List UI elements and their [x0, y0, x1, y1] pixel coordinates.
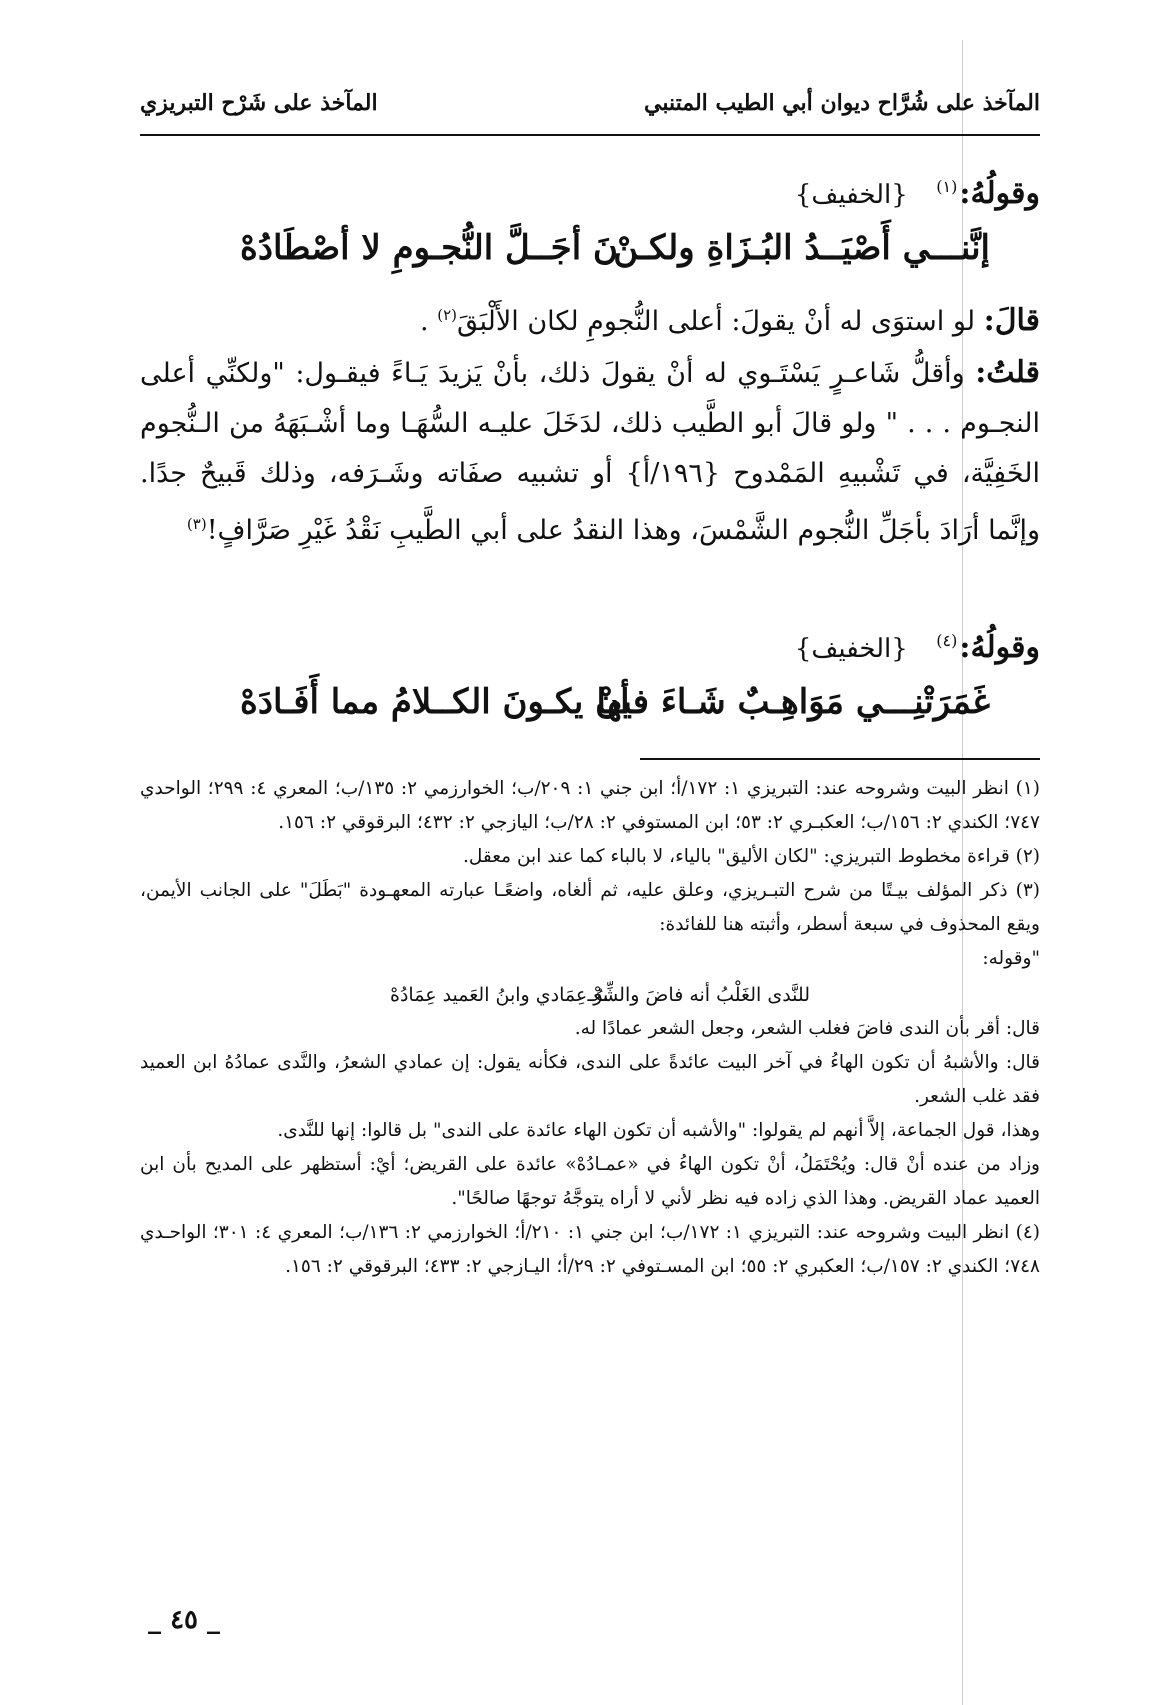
section1-intro [140, 176, 1040, 211]
qala-text: لو استوَى له أنْ يقولَ: أعلى النُّجومِ لكان الأَلْبَقَ [456, 306, 976, 337]
footnote-ref: (٣) [186, 515, 207, 533]
footnote-3: (٣) ذكر المؤلف بيـتًا من شرح التبـريزي، وعلق عليه، ثم ألغاه، واضعًـا عبارته المعهـودة "بَطَلَ" على الجانب الأيمن، ويقع المحذوف في سبعة أسطر، وأثبته هنا للفائدة: [140, 880, 1040, 935]
qultu-label: قلتُ: [975, 355, 1040, 390]
header-chapter-title: المآخذ على شَرْح التبريزي [140, 90, 378, 116]
qala-end: . [420, 306, 438, 337]
verse-first-hemistich: غَمَرَتْنِـــي مَوَاهِـبٌ شَـاءَ فيها [596, 682, 990, 722]
footnote-ref: (٤) [936, 631, 958, 650]
footnote-3-line-1: قال: أقر بأن الندى فاضَ فغلب الشعر، وجعل الشعر عمادًا له. [574, 1018, 1040, 1039]
footnote-3-line-2: قال: والأشبهُ أن تكون الهاءُ في آخر البيت عائدةً على الندى، فكأنه يقول: إن عمادي الشعرُ، والنَّدى عمادُهُ ابن العميد فقد غلب الشعر. [140, 1052, 1040, 1107]
page-number: _ ٤٥ _ [148, 1605, 221, 1635]
footnote-2: (٢) قراءة مخطوط التبريزي: "لكان الأليق" بالياء، لا بالباء كما عند ابن معقل. [463, 846, 1040, 867]
verse-second-hemistich: ـرُ عِمَادي وابنُ العَميد عِمَادُهْ [390, 984, 610, 1006]
verse-second-hemistich: نَ أجَــلَّ النُّجـومِ لا أصْطَادُهْ [240, 228, 618, 268]
footnote-ref: (١) [936, 177, 958, 196]
section1-qala [140, 290, 1040, 347]
header-divider [140, 134, 1040, 136]
section2-intro [140, 630, 1040, 665]
footnote-1: (١) انظر البيت وشروحه عند: التبريزي ١: ١٧٢/أ؛ ابن جني ١: ٢٠٩/ب؛ الخوارزمي ٢: ١٣٥/ب؛ المعري ٤: ٢٩٩؛ الواحدي ٧٤٧؛ الكندي ٢: ١٥٦/ب؛ العكبـري ٢: ٥٣؛ ابن المستوفي ٢: ٢٨/ب؛ اليازجي ٢: ٤٣٢؛ البرقوقي ٢: ١٥٦. [140, 778, 1040, 833]
qultu-text: وأقلُّ شَاعـرٍ يَسْتَـوي له أنْ يقولَ ذلك، بأنْ يَزيدَ يَـاءً فيقـول: "ولكنِّي أعلى النجـوم . . . " ولو قالَ أبو الطَّيب ذلك، لدَخَلَ عليـه السُّهَـا وما أشْـبَهَهُ من الـنُّجوم الخَفِيَّة، في تَشْبيهِ المَمْدوح {١٩٦/أ} أو تشبيه صفَاته وشَـرَفه، وذلك قَبيحٌ جدًا. وإنَّما أرَادَ بأجَلِّ النُّجوم الشَّمْسَ، وهذا النقدُ على أبي الطَّيبِ نَقْدُ غَيْرِ صَرَّافٍ! [140, 358, 1040, 546]
footnote-4: (٤) انظر البيت وشروحه عند: التبريزي ١: ١٧٢/ب؛ ابن جني ١: ٢١٠/أ؛ الخوارزمي ٢: ١٣٦/ب؛ المعري ٤: ٣٠١؛ الواحـدي ٧٤٨؛ الكندي ٢: ١٥٧/ب؛ العكبري ٢: ٥٥؛ ابن المسـتوفي ٢: ٢٩/أ؛ اليـازجي ٢: ٤٣٣؛ البرقوقي ٢: ١٥٦. [140, 1222, 1040, 1277]
footnote-3-line-4: وزاد من عنده أنْ قال: ويُحْتَمَلُ، أنْ تكون الهاءُ في «عمـادُهْ» عائدة على القريض؛ أيْ: أستظهر على المديح بأن ابن العميد عماد القريض. وهذا الذي زاده فيه نظر لأني لا أراه يتوجَّهُ توجهًا صالحًا". [140, 1154, 1040, 1209]
verse-first-hemistich: إنَّنـــي أَصْيَــدُ البُـزَاةِ ولكـنْ [613, 228, 990, 268]
footnote-ref: (٢) [437, 306, 457, 324]
intro-label: وقولُهُ: [959, 176, 1040, 211]
verse-first-hemistich: للنَّدى الغَلْبُ أنه فاضَ والشِّعْـ [587, 984, 810, 1006]
meter-label: {الخفيف} [794, 180, 908, 210]
footnote-3-verse [140, 976, 1040, 1012]
section2-verse [140, 682, 1040, 728]
footnote-3-line-3: وهذا، قول الجماعة، إلاَّ أنهم لم يقولوا: "والأشبه أن تكون الهاء عائدة على الندى" بل قالوا: إنها للنَّدى. [277, 1120, 1040, 1141]
meter-label: {الخفيف} [794, 634, 908, 664]
header-book-title: المآخذ على شُرَّاح ديوان أبي الطيب المتنبي [644, 90, 1040, 116]
footnote-separator [640, 758, 1040, 760]
running-header [140, 90, 1040, 130]
section1-qultu [140, 348, 1040, 556]
intro-label: وقولُهُ: [959, 630, 1040, 665]
qala-label: قالَ: [983, 303, 1040, 338]
verse-second-hemistich: أنْ يكـونَ الكــلامُ مما أَفَـادَهْ [240, 682, 630, 722]
section1-verse [140, 228, 1040, 274]
footnotes [140, 772, 1040, 1284]
footnote-3-qawluhu: "وقوله: [982, 948, 1040, 969]
